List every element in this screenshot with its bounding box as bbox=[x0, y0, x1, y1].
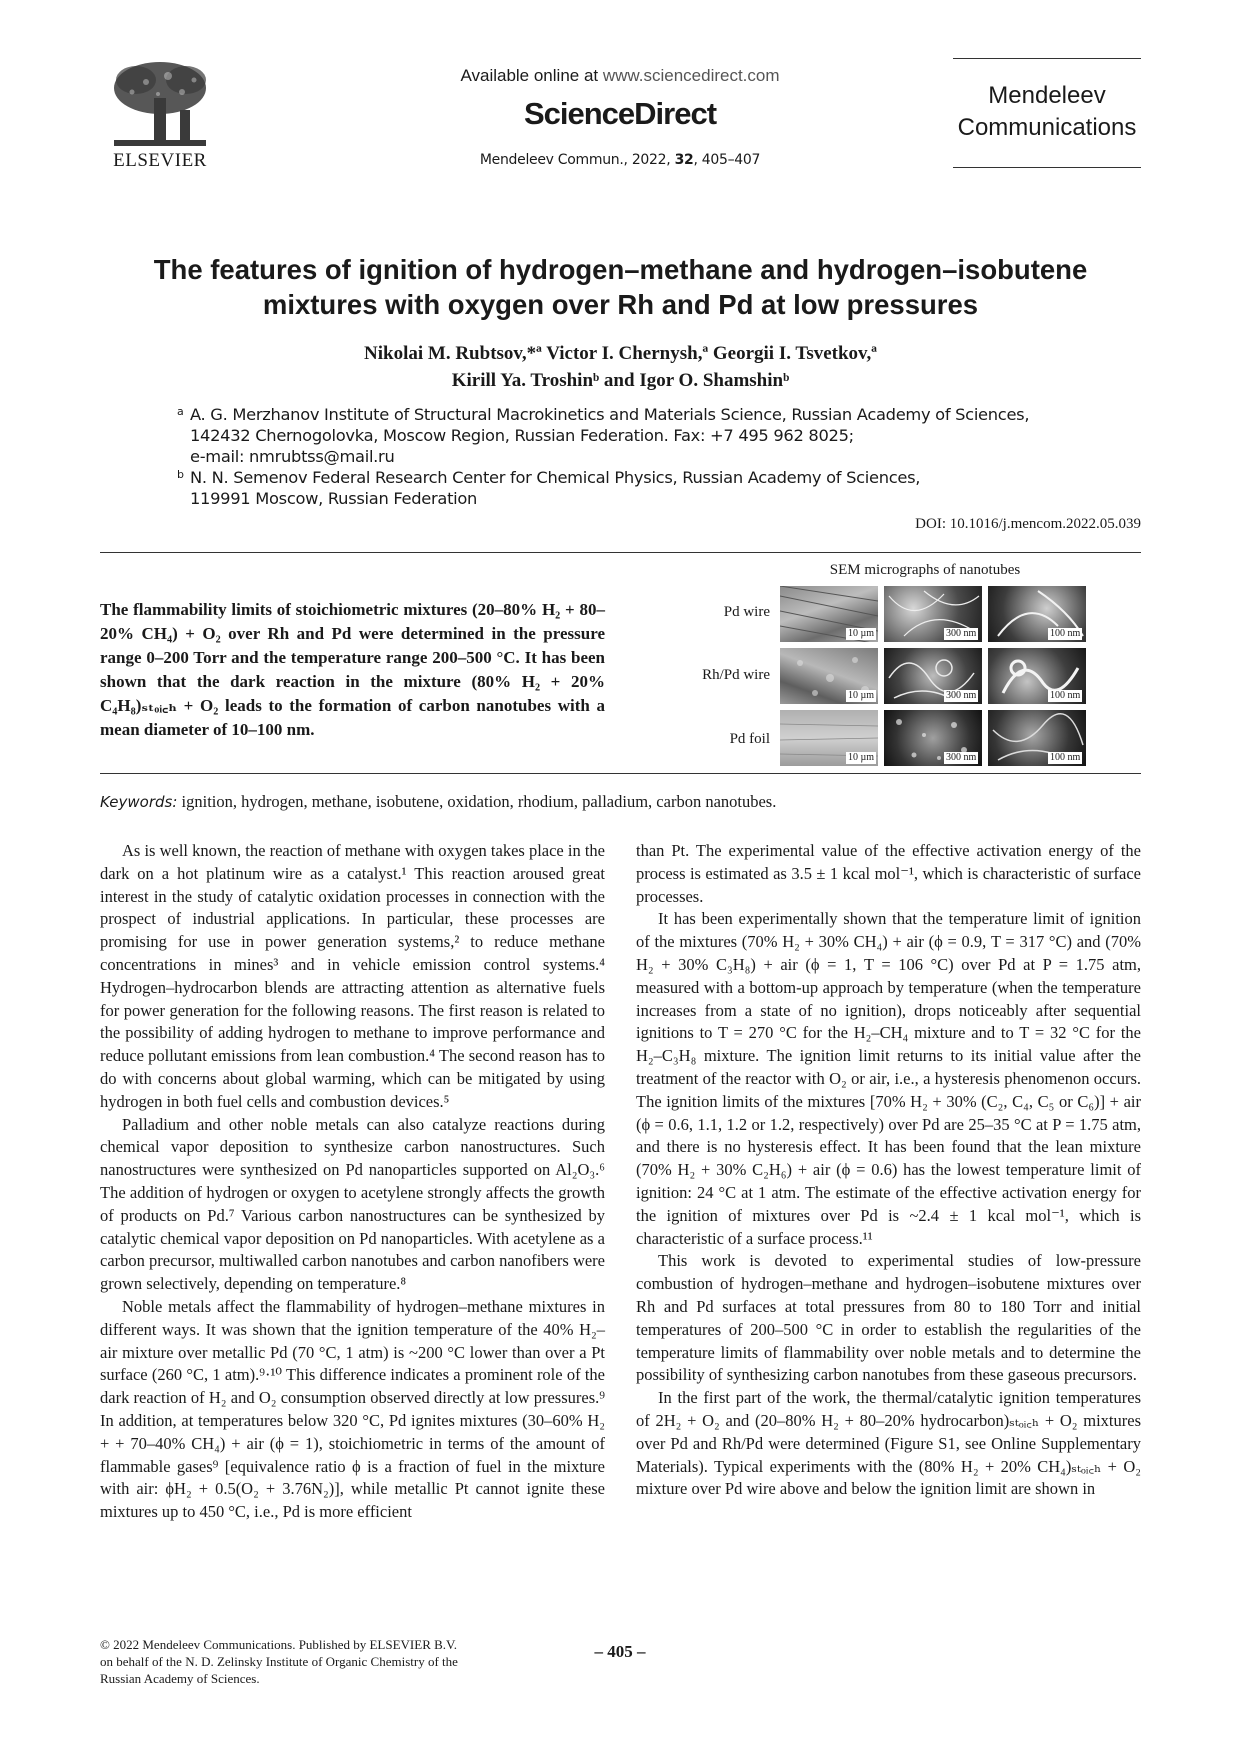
paragraph: This work is devoted to experimental studies of low-pressure combustion of hydrogen–methane and hydrogen–isobutene mixtures over Rh and Pd surfaces at total pressures from 80 to 180 Torr and initial temperatures of 200–500 °C in order to establish the regularities of the temperature limits of flammability over noble metals and to determine the possibility of synthesizing carbon nanotubes from these gaseous precursors. bbox=[636, 1251, 1141, 1385]
body-column-right bbox=[636, 840, 1141, 1501]
sem-figure-title: SEM micrographs of nanotubes bbox=[829, 562, 1021, 578]
affiliation-b-line2: 119991 Moscow, Russian Federation bbox=[190, 489, 478, 508]
tree-icon bbox=[106, 58, 214, 150]
scale-bar-label: 300 nm bbox=[946, 628, 977, 639]
copyright-line1: © 2022 Mendeleev Communications. Published by ELSEVIER B.V. bbox=[100, 1637, 458, 1652]
scale-bar-label: 100 nm bbox=[1050, 628, 1081, 639]
copyright-line3: Russian Academy of Sciences. bbox=[100, 1671, 260, 1686]
affiliation-a-mark: a bbox=[177, 405, 184, 418]
available-online bbox=[380, 66, 860, 86]
citation-line bbox=[380, 152, 860, 168]
paragraph: Palladium and other noble metals can also catalyze reactions during chemical vapor deposition to synthesize carbon nanostructures. Such nanostructures were synthesized on Pd nanoparticles supported on Al₂O₃.⁶ The addition of hydrogen or oxygen to acetylene strongly affects the growth of products on Pd.⁷ Various carbon nanostructures can be synthesized by catalytic chemical vapor deposition on Pd nanoparticles. With acetylene as a carbon precursor, multiwalled carbon nanotubes and carbon nanofibers were grown selectively, depending on temperature.⁸ bbox=[100, 1114, 605, 1294]
paragraph: As is well known, the reaction of methane with oxygen takes place in the dark on a hot platinum wire as a catalyst.¹ This reaction aroused great interest in the study of catalytic oxidation processes in connection with the prospect of industrial applications. In particular, these processes are promising for use in power generation systems,² to reduce methane concentrations in mines³ and in vehicle emission control systems.⁴ Hydrogen–hydrocarbon blends are attracting attention as alternative fuels for power generation for the following reasons. The first reason is related to the possibility of adding hydrogen to methane to improve performance and reduce pollutant emissions from lean combustion.⁴ The second reason has to do with concerns about global warming, which can be mitigated by using hydrogen in both fuel cells and combustion devices.⁵ bbox=[100, 841, 605, 1111]
title-line1: The features of ignition of hydrogen–methane and hydrogen–isobutene bbox=[153, 254, 1088, 285]
affiliation-a-line2: 142432 Chernogolovka, Moscow Region, Russian Federation. Fax: +7 495 962 8025; bbox=[190, 426, 854, 445]
copyright-line2: on behalf of the N. D. Zelinsky Institute of Organic Chemistry of the bbox=[100, 1654, 458, 1669]
citation-volume: 32 bbox=[674, 152, 694, 168]
abstract-summary: The flammability limits of stoichiometric mixtures (20–80% H₂ + 80–20% CH₄) + O₂ over Rh and Pd were determined in the pressure range 0–200 Torr and the temperature range 200–500 °C. It has been shown that the dark reaction in the mixture (80% H₂ + 20% C₄H₈)ₛₜₒᵢ꜀ₕ + O₂ leads to the formation of carbon nanotubes with a mean diameter of 10–100 nm. bbox=[100, 600, 605, 739]
keywords-label: Keywords: bbox=[100, 793, 178, 811]
sciencedirect-wordmark[interactable]: ScienceDirect bbox=[523, 96, 717, 131]
affiliation-b bbox=[177, 467, 1090, 509]
available-prefix: Available online at bbox=[460, 66, 603, 85]
keywords bbox=[100, 792, 1141, 812]
scale-bar-label: 300 nm bbox=[946, 752, 977, 763]
affiliation-a-line1: A. G. Merzhanov Institute of Structural Macrokinetics and Materials Science, Russian Academy of Sciences, bbox=[190, 405, 1030, 424]
affiliation-a-email[interactable]: e-mail: nmrubtss@mail.ru bbox=[190, 447, 395, 466]
body-column-left bbox=[100, 840, 605, 1524]
journal-name-line2: Communications bbox=[957, 114, 1137, 141]
scale-bar-label: 100 nm bbox=[1050, 752, 1081, 763]
paragraph: In the first part of the work, the thermal/catalytic ignition temperatures of 2H₂ + O₂ and (20–80% H₂ + 80–20% hydrocarbon)ₛₜₒᵢ꜀ₕ + O₂ mixtures over Pd and Rh/Pd were determined (Figure S1, see Online Supplementary Materials). Typical experiments with the (80% H₂ + 20% CH₄)ₛₜₒᵢ꜀ₕ + O₂ mixture over Pd wire above and below the ignition limit are shown in bbox=[636, 1388, 1141, 1499]
abstract-top-rule bbox=[100, 552, 1141, 553]
affiliation-a bbox=[177, 404, 1090, 467]
doi-link[interactable]: DOI: 10.1016/j.mencom.2022.05.039 bbox=[915, 516, 1141, 532]
sem-row-label-rh-pd-wire: Rh/Pd wire bbox=[702, 667, 770, 683]
authors-line1: Nikolai M. Rubtsov,*ª Victor I. Chernysh,ª Georgii I. Tsvetkov,ª bbox=[364, 343, 877, 364]
affiliation-b-line1: N. N. Semenov Federal Research Center for Chemical Physics, Russian Academy of Sciences, bbox=[190, 468, 921, 487]
abstract-bottom-rule bbox=[100, 773, 1141, 774]
sem-row-label-pd-wire: Pd wire bbox=[723, 604, 770, 620]
title-line2: mixtures with oxygen over Rh and Pd at low pressures bbox=[262, 289, 979, 320]
publisher-name: ELSEVIER bbox=[113, 150, 207, 171]
copyright-notice bbox=[100, 1636, 540, 1687]
scale-bar-label: 10 µm bbox=[848, 628, 875, 639]
sciencedirect-link[interactable]: www.sciencedirect.com bbox=[602, 66, 780, 85]
journal-name bbox=[953, 80, 1141, 144]
scale-bar-label: 10 µm bbox=[848, 752, 875, 763]
paragraph: than Pt. The experimental value of the effective activation energy of the process is estimated as 3.5 ± 1 kcal mol⁻¹, which is characteristic of surface processes. bbox=[636, 841, 1141, 906]
citation-journal: Mendeleev Commun., 2022, bbox=[479, 152, 675, 168]
scale-bar-label: 100 nm bbox=[1050, 690, 1081, 701]
article-title bbox=[100, 252, 1141, 322]
citation-pages: , 405–407 bbox=[693, 152, 761, 168]
scale-bar-label: 300 nm bbox=[946, 690, 977, 701]
sem-row-label-pd-foil: Pd foil bbox=[729, 731, 770, 747]
page-number: – 405 – bbox=[594, 1642, 646, 1661]
author-list bbox=[160, 340, 1081, 394]
journal-name-line1: Mendeleev bbox=[988, 82, 1106, 109]
affiliation-b-mark: b bbox=[177, 468, 184, 481]
affiliations bbox=[177, 404, 1090, 509]
scale-bar-label: 10 µm bbox=[848, 690, 875, 701]
keywords-text: ignition, hydrogen, methane, isobutene, oxidation, rhodium, palladium, carbon nanotubes. bbox=[177, 792, 777, 811]
paragraph: It has been experimentally shown that the temperature limit of ignition of the mixtures (70% H₂ + 30% CH₄) + air (ϕ = 0.9, T = 317 °C) and (70% H₂ + 30% C₃H₈) + air (ϕ = 1, T = 106 °C) over Pd at P = 1.75 atm, measured with a bottom-up approach by temperature (when the temperature increases from a state of no ignition), drops noticeably after sequential ignitions to T = 270 °C for the H₂–CH₄ mixture and to T = 32 °C for the H₂–C₃H₈ mixture. The ignition limit returns to its initial value after the treatment of the reactor with O₂ or air, i.e., a hysteresis phenomenon occurs. The ignition limits of the mixtures [70% H₂ + 30% (C₂, C₄, C₅ or C₆)] + air (ϕ = 0.6, 1.1, 1.2 or 1.2, respectively) over Pd are 25–35 °C at P = 1.75 atm, and there is no hysteresis effect. It has been found that the lean mixture (70% H₂ + 30% C₂H₆) + air (ϕ = 0.6) has the lowest temperature limit of ignition: 24 °C at 1 atm. The estimate of the effective activation energy for the ignition of mixtures over Pd is ~2.4 ± 1 kcal mol⁻¹, which is characteristic of a surface process.¹¹ bbox=[636, 909, 1141, 1248]
paragraph: Noble metals affect the flammability of hydrogen–methane mixtures in different ways. It was shown that the ignition temperature of the 40% H₂–air mixture over metallic Pd (70 °C, 1 atm) is ~200 °C lower than over a Pt surface (260 °C, 1 atm).⁹·¹⁰ This difference indicates a prominent role of the dark reaction of H₂ and O₂ consumption observed directly at low pressures.⁹ In addition, at temperatures below 320 °C, Pd ignites mixtures (30–60% H₂ + + 70–40% CH₄) + air (ϕ = 1), stoichiometric in terms of the amount of flammable gases⁹ [equivalence ratio ϕ is a fraction of fuel in the mixture with air: ϕH₂ + 0.5(O₂ + 3.76N₂)], while metallic Pt cannot ignite these mixtures up to 450 °C, i.e., Pd is more efficient bbox=[100, 1296, 605, 1522]
authors-line2: Kirill Ya. Troshinᵇ and Igor O. Shamshinᵇ bbox=[451, 370, 790, 391]
